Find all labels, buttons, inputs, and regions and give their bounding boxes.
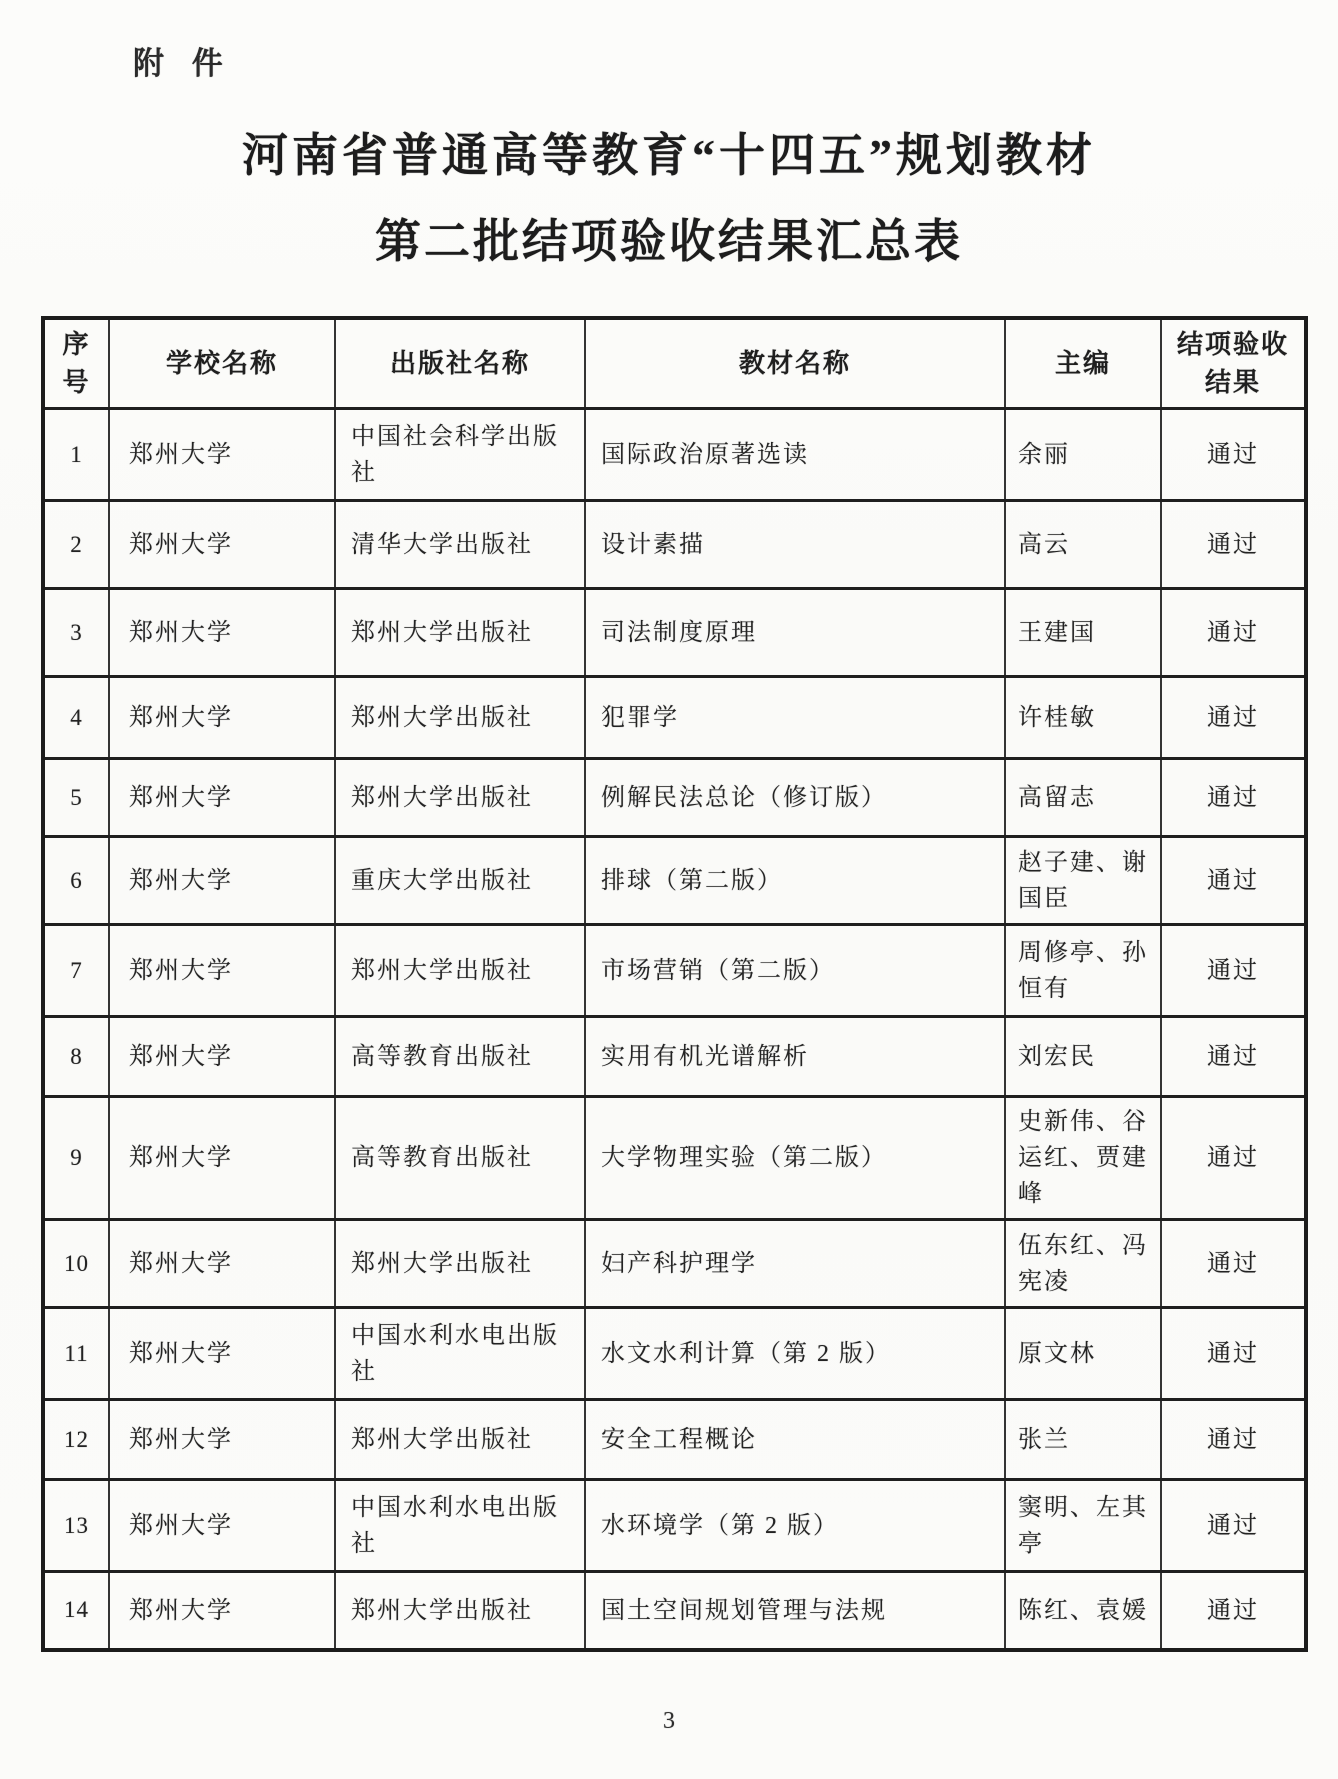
cell-book: 司法制度原理 [585, 589, 1005, 677]
table-row [43, 1572, 1306, 1650]
col-header-school: 学校名称 [109, 318, 335, 409]
cell-no: 6 [43, 837, 109, 925]
cell-publisher: 郑州大学出版社 [335, 1220, 585, 1308]
cell-no: 14 [43, 1572, 109, 1650]
cell-result: 通过 [1161, 677, 1306, 759]
cell-publisher: 郑州大学出版社 [335, 925, 585, 1017]
cell-editor: 原文林 [1005, 1308, 1161, 1400]
cell-book: 国际政治原著选读 [585, 409, 1005, 501]
cell-editor: 窦明、左其亭 [1005, 1480, 1161, 1572]
cell-school: 郑州大学 [109, 1572, 335, 1650]
cell-editor: 许桂敏 [1005, 677, 1161, 759]
cell-editor: 高留志 [1005, 759, 1161, 837]
cell-school: 郑州大学 [109, 1308, 335, 1400]
cell-school: 郑州大学 [109, 589, 335, 677]
cell-book: 实用有机光谱解析 [585, 1017, 1005, 1097]
cell-school: 郑州大学 [109, 759, 335, 837]
cell-book: 市场营销（第二版） [585, 925, 1005, 1017]
table-row [43, 677, 1306, 759]
cell-no: 5 [43, 759, 109, 837]
cell-result: 通过 [1161, 1480, 1306, 1572]
cell-no: 4 [43, 677, 109, 759]
cell-result: 通过 [1161, 837, 1306, 925]
cell-editor: 史新伟、谷运红、贾建峰 [1005, 1097, 1161, 1220]
cell-editor: 刘宏民 [1005, 1017, 1161, 1097]
table-row [43, 409, 1306, 501]
cell-publisher: 中国水利水电出版社 [335, 1308, 585, 1400]
cell-editor: 赵子建、谢国臣 [1005, 837, 1161, 925]
col-header-editor: 主编 [1005, 318, 1161, 409]
results-table [41, 316, 1308, 1652]
cell-school: 郑州大学 [109, 501, 335, 589]
cell-school: 郑州大学 [109, 677, 335, 759]
table-row [43, 589, 1306, 677]
cell-no: 7 [43, 925, 109, 1017]
cell-no: 3 [43, 589, 109, 677]
cell-result: 通过 [1161, 1220, 1306, 1308]
col-header-publisher: 出版社名称 [335, 318, 585, 409]
cell-book: 水环境学（第 2 版） [585, 1480, 1005, 1572]
doc-title-line1: 河南省普通高等教育“十四五”规划教材 [242, 130, 1096, 181]
cell-no: 9 [43, 1097, 109, 1220]
cell-result: 通过 [1161, 589, 1306, 677]
cell-school: 郑州大学 [109, 1097, 335, 1220]
cell-result: 通过 [1161, 1308, 1306, 1400]
cell-school: 郑州大学 [109, 409, 335, 501]
cell-editor: 陈红、袁媛 [1005, 1572, 1161, 1650]
cell-result: 通过 [1161, 1572, 1306, 1650]
cell-school: 郑州大学 [109, 1480, 335, 1572]
cell-editor: 王建国 [1005, 589, 1161, 677]
cell-result: 通过 [1161, 409, 1306, 501]
cell-school: 郑州大学 [109, 1400, 335, 1480]
col-header-result: 结项验收结果 [1161, 318, 1306, 409]
cell-school: 郑州大学 [109, 1017, 335, 1097]
cell-result: 通过 [1161, 1017, 1306, 1097]
cell-publisher: 重庆大学出版社 [335, 837, 585, 925]
cell-publisher: 清华大学出版社 [335, 501, 585, 589]
cell-book: 国土空间规划管理与法规 [585, 1572, 1005, 1650]
cell-publisher: 郑州大学出版社 [335, 677, 585, 759]
cell-no: 10 [43, 1220, 109, 1308]
page-number: 3 [663, 1707, 675, 1734]
table-row [43, 501, 1306, 589]
cell-result: 通过 [1161, 925, 1306, 1017]
attachment-label: 附 件 [133, 46, 233, 81]
table-header-row [43, 318, 1306, 409]
cell-publisher: 郑州大学出版社 [335, 759, 585, 837]
cell-publisher: 郑州大学出版社 [335, 589, 585, 677]
cell-editor: 余丽 [1005, 409, 1161, 501]
cell-no: 1 [43, 409, 109, 501]
table-row [43, 1220, 1306, 1308]
col-header-book: 教材名称 [585, 318, 1005, 409]
cell-no: 13 [43, 1480, 109, 1572]
cell-book: 水文水利计算（第 2 版） [585, 1308, 1005, 1400]
cell-no: 2 [43, 501, 109, 589]
cell-publisher: 高等教育出版社 [335, 1097, 585, 1220]
cell-no: 8 [43, 1017, 109, 1097]
cell-editor: 高云 [1005, 501, 1161, 589]
cell-editor: 张兰 [1005, 1400, 1161, 1480]
cell-book: 妇产科护理学 [585, 1220, 1005, 1308]
doc-title-line2: 第二批结项验收结果汇总表 [375, 215, 963, 267]
cell-school: 郑州大学 [109, 837, 335, 925]
table-row [43, 759, 1306, 837]
cell-result: 通过 [1161, 1400, 1306, 1480]
table-row [43, 1400, 1306, 1480]
table-row [43, 925, 1306, 1017]
cell-editor: 周修亭、孙恒有 [1005, 925, 1161, 1017]
table-row [43, 1480, 1306, 1572]
cell-no: 12 [43, 1400, 109, 1480]
cell-publisher: 中国水利水电出版社 [335, 1480, 585, 1572]
cell-book: 设计素描 [585, 501, 1005, 589]
cell-book: 例解民法总论（修订版） [585, 759, 1005, 837]
cell-publisher: 郑州大学出版社 [335, 1572, 585, 1650]
table-row [43, 1308, 1306, 1400]
cell-editor: 伍东红、冯宪凌 [1005, 1220, 1161, 1308]
cell-school: 郑州大学 [109, 1220, 335, 1308]
cell-book: 大学物理实验（第二版） [585, 1097, 1005, 1220]
cell-result: 通过 [1161, 759, 1306, 837]
cell-result: 通过 [1161, 1097, 1306, 1220]
table-row [43, 1017, 1306, 1097]
cell-book: 犯罪学 [585, 677, 1005, 759]
cell-book: 安全工程概论 [585, 1400, 1005, 1480]
table-row [43, 1097, 1306, 1220]
col-header-no: 序号 [43, 318, 109, 409]
cell-result: 通过 [1161, 501, 1306, 589]
cell-publisher: 中国社会科学出版社 [335, 409, 585, 501]
table-row [43, 837, 1306, 925]
cell-publisher: 郑州大学出版社 [335, 1400, 585, 1480]
cell-book: 排球（第二版） [585, 837, 1005, 925]
cell-publisher: 高等教育出版社 [335, 1017, 585, 1097]
cell-no: 11 [43, 1308, 109, 1400]
cell-school: 郑州大学 [109, 925, 335, 1017]
